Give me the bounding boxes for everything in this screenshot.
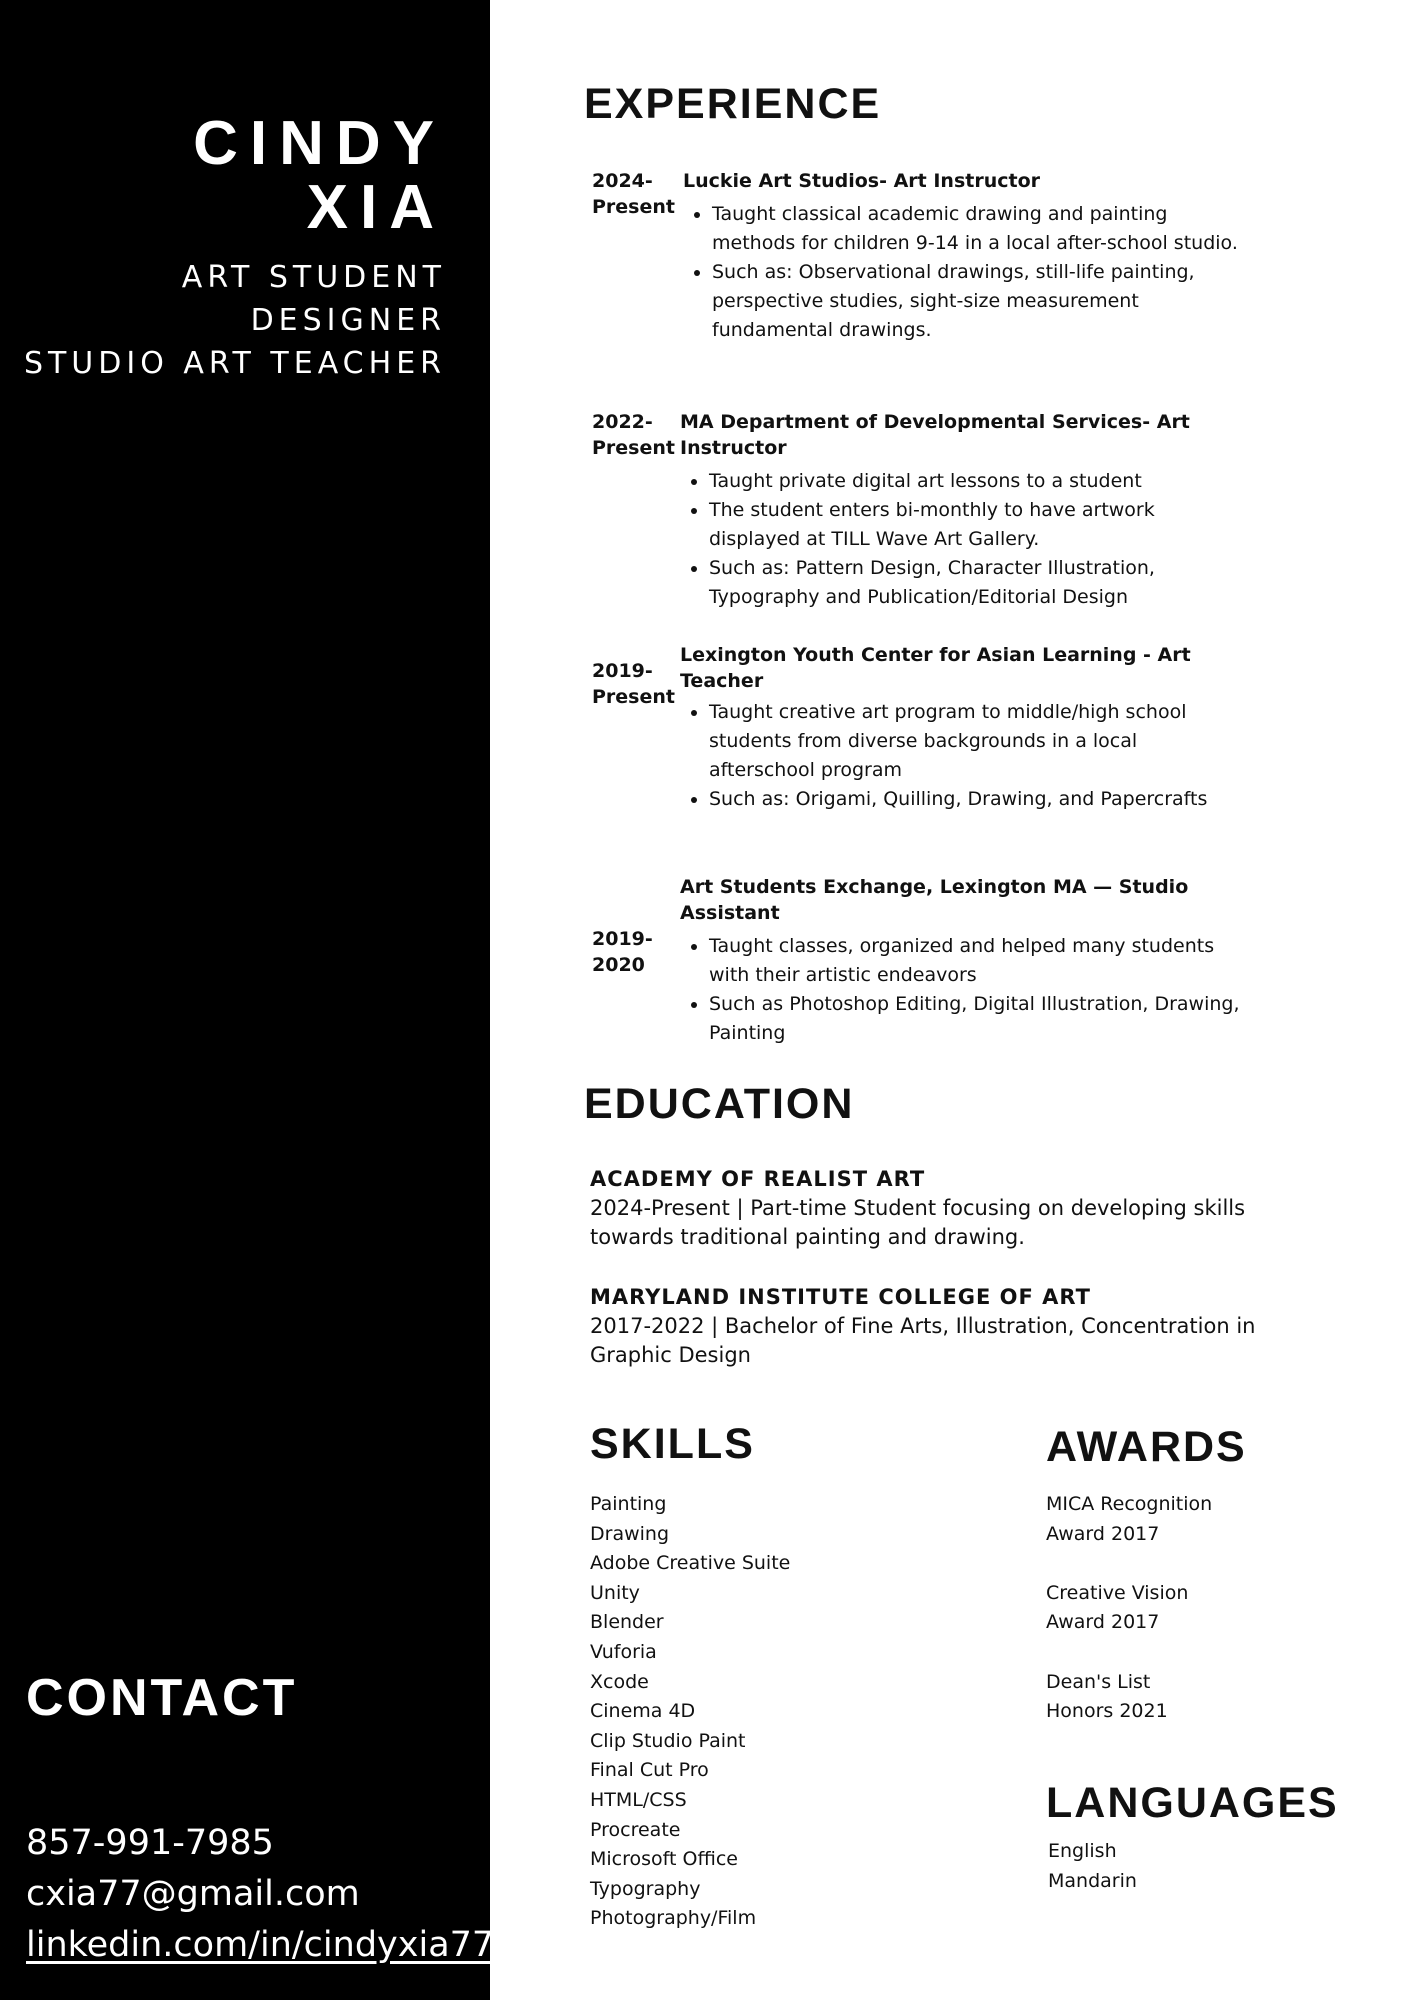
sidebar xyxy=(0,0,495,2000)
title-line: STUDIO ART TEACHER xyxy=(23,346,446,381)
job-title: Luckie Art Studios- Art Instructor xyxy=(683,170,1041,192)
awards-list xyxy=(1046,1490,1212,1756)
job-bullet: • Taught creative art program to middle/high school students from diverse backgrounds in a local afterschool program xyxy=(709,698,1249,785)
awards-heading: AWARDS xyxy=(1046,1423,1247,1471)
date-start: 2019- xyxy=(592,660,653,682)
skill-item: Adobe Creative Suite xyxy=(590,1552,791,1575)
job-bullets xyxy=(680,467,1249,612)
skill-item: Drawing xyxy=(590,1522,670,1545)
job-bullet: • Such as Photoshop Editing, Digital Illustration, Drawing, Painting xyxy=(709,990,1249,1048)
job-bullets xyxy=(680,932,1249,1048)
award-year: Award 2017 xyxy=(1046,1522,1160,1545)
languages-list xyxy=(1048,1837,1137,1896)
email-address[interactable]: cxia77@gmail.com xyxy=(26,1874,360,1914)
job-date xyxy=(592,168,675,220)
job-titles xyxy=(24,256,446,385)
date-start: 2024- xyxy=(592,170,653,192)
award-name: Creative Vision xyxy=(1046,1581,1189,1604)
education-detail: 2024-Present | Part-time Student focusing on developing skills towards traditional painting and drawing. xyxy=(590,1196,1246,1249)
job-bullets xyxy=(683,200,1252,345)
job-title: Lexington Youth Center for Asian Learning - Art Teacher xyxy=(680,644,1191,692)
skill-item: Vuforia xyxy=(590,1640,657,1663)
award-name: MICA Recognition xyxy=(1046,1493,1213,1515)
experience-heading: EXPERIENCE xyxy=(584,80,882,128)
contact-heading: CONTACT xyxy=(26,1669,298,1727)
job-date xyxy=(592,926,672,978)
job-bullet: • The student enters bi-monthly to have artwork displayed at TILL Wave Art Gallery. xyxy=(709,496,1249,554)
skill-item: Xcode xyxy=(590,1670,649,1693)
title-line: ART STUDENT xyxy=(181,260,446,295)
education-item xyxy=(590,1164,1290,1252)
award-year: Honors 2021 xyxy=(1046,1700,1168,1723)
date-end: Present xyxy=(592,437,675,459)
award-item xyxy=(1046,1579,1212,1638)
date-start: 2022- xyxy=(592,411,653,433)
skill-item: Procreate xyxy=(590,1818,681,1841)
job-date xyxy=(592,658,675,710)
skills-list xyxy=(590,1490,790,1934)
skill-item: Final Cut Pro xyxy=(590,1759,709,1782)
skill-item: Blender xyxy=(590,1611,664,1634)
last-name: XIA xyxy=(306,173,446,242)
linkedin-link[interactable]: linkedin.com/in/cindyxia77 xyxy=(26,1925,495,1965)
skill-item: Cinema 4D xyxy=(590,1700,696,1723)
education-item xyxy=(590,1282,1290,1370)
contact-list xyxy=(26,1818,494,1971)
skills-heading: SKILLS xyxy=(590,1420,755,1468)
job-bullet: • Taught classes, organized and helped many students with their artistic endeavors xyxy=(709,932,1249,990)
school-name: MARYLAND INSTITUTE COLLEGE OF ART xyxy=(590,1285,1091,1309)
first-name: CINDY xyxy=(193,109,446,178)
job-title: Art Students Exchange, Lexington MA — Studio Assistant xyxy=(680,876,1189,924)
award-year: Award 2017 xyxy=(1046,1611,1160,1634)
languages-heading: LANGUAGES xyxy=(1046,1779,1339,1827)
job-bullet: • Taught private digital art lessons to a student xyxy=(709,467,1249,496)
skill-item: Microsoft Office xyxy=(590,1848,738,1871)
job-bullet: • Such as: Observational drawings, still-life painting, perspective studies, sight-size measurement fundamental drawings. xyxy=(712,258,1252,345)
skill-item: Photography/Film xyxy=(590,1907,757,1930)
job-date xyxy=(592,409,675,461)
date-end: Present xyxy=(592,196,675,218)
skill-item: Unity xyxy=(590,1581,640,1604)
skill-item: Clip Studio Paint xyxy=(590,1729,746,1752)
language-item: Mandarin xyxy=(1048,1869,1137,1892)
award-item xyxy=(1046,1490,1212,1549)
job-bullet: • Taught classical academic drawing and painting methods for children 9-14 in a local after-school studio. xyxy=(712,200,1252,258)
job-bullets xyxy=(680,698,1249,814)
job-bullet: • Such as: Pattern Design, Character Illustration, Typography and Publication/Editorial Design xyxy=(709,554,1249,612)
skill-item: HTML/CSS xyxy=(590,1788,687,1811)
date-start: 2019- xyxy=(592,928,653,950)
skill-item: Painting xyxy=(590,1493,667,1515)
date-end: 2020 xyxy=(592,954,645,976)
job-bullet: • Such as: Origami, Quilling, Drawing, and Papercrafts xyxy=(709,785,1249,814)
award-item xyxy=(1046,1668,1212,1727)
date-end: Present xyxy=(592,686,675,708)
education-heading: EDUCATION xyxy=(584,1080,855,1128)
language-item: English xyxy=(1048,1840,1117,1862)
phone-number[interactable]: 857-991-7985 xyxy=(26,1823,274,1863)
education-detail: 2017-2022 | Bachelor of Fine Arts, Illustration, Concentration in Graphic Design xyxy=(590,1314,1256,1367)
skill-item: Typography xyxy=(590,1877,701,1900)
title-line: DESIGNER xyxy=(250,303,446,338)
school-name: ACADEMY OF REALIST ART xyxy=(590,1167,926,1191)
candidate-name xyxy=(193,109,446,242)
award-name: Dean's List xyxy=(1046,1670,1151,1693)
job-title: MA Department of Developmental Services- Art Instructor xyxy=(680,411,1190,459)
